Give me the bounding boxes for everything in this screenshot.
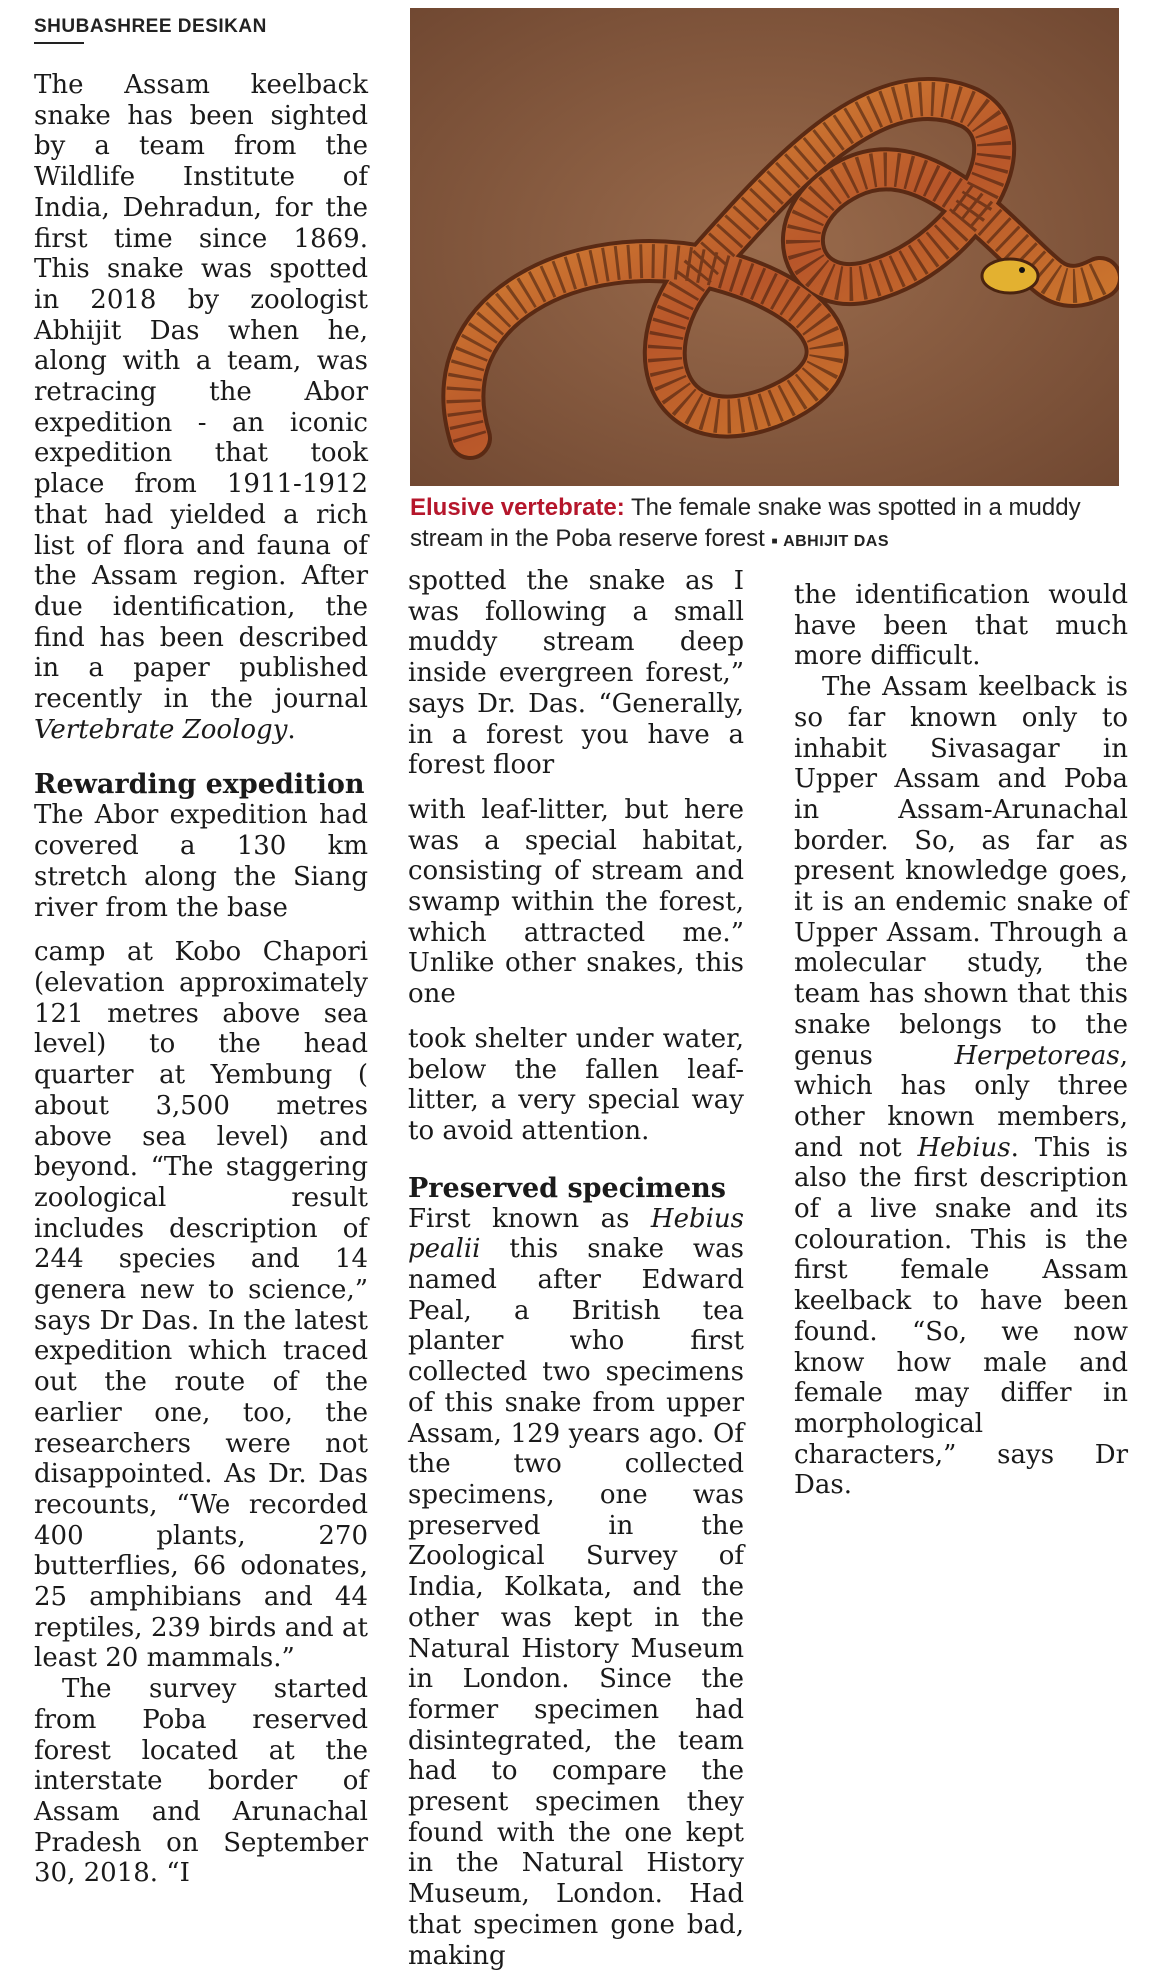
specimens-text-a: First known as xyxy=(408,1203,651,1234)
expedition-paragraph-a: The Abor expedition had covered a 130 km stretch along the Siang river from the base xyxy=(34,800,368,923)
photo-caption xyxy=(410,492,1140,557)
genus-name: Herpetoreas xyxy=(954,1040,1120,1071)
intro-end: . xyxy=(287,714,296,745)
col2-paragraph-1: spotted the snake as I was following a small muddy stream deep inside evergreen forest,” says Dr. Das. “Generally, in a forest you have a forest floor xyxy=(408,566,744,781)
caption-lead: Elusive vertebrate: xyxy=(410,494,625,521)
col2-paragraph-3: took shelter under water, below the fallen leaf-litter, a very special way to avoid attention. xyxy=(408,1023,744,1146)
col3-text-b: , which has only three other known members, and not xyxy=(794,1040,1128,1163)
survey-paragraph: The survey started from Poba reserved forest located at the interstate border of Assam and Arunachal Pradesh on September 30, 2018. “I xyxy=(34,1674,368,1889)
expedition-paragraph-b: camp at Kobo Chapori (elevation approximately 121 metres above sea level) to the head quarter at Yembung ( about 3,500 metres above sea level) and beyond. “The staggering zoological result includes description of 244 species and 14 genera new to science,” says Dr Das. In the latest expedition which traced out the route of the earlier one, too, the researchers were not disappointed. As Dr. Das recounts, “We recorded 400 plants, 270 butterflies, 66 odonates, 25 amphibians and 44 reptiles, 239 birds and at least 20 mammals.” xyxy=(34,937,368,1674)
intro-paragraph xyxy=(34,70,368,745)
col2-paragraph-2: with leaf-litter, but here was a special habitat, consisting of stream and swamp within the forest, which attracted me.” Unlike other snakes, this one xyxy=(408,794,744,1010)
subheading-preserved-specimens: Preserved specimens xyxy=(408,1172,726,1204)
byline: SHUBASHREE DESIKAN xyxy=(34,16,267,37)
caption-text: The female snake was spotted in a muddy stream in the Poba reserve forest xyxy=(410,494,1081,552)
col3-text-c: . This is also the first description of a live snake and its colouration. This is the first female Assam keelback to have been found. “So, we now know how male and female may differ in morphological characters,” says Dr Das. xyxy=(794,1132,1129,1501)
col3-text-a: The Assam keelback is so far known only to inhabit Sivasagar in Upper Assam and Poba in Assam-Arunachal border. So, as far as present knowledge goes, it is an endemic snake of Upper Assam. Through a molecular study, the team has shown that this snake belongs to the genus xyxy=(794,672,1128,1071)
col3-paragraph-2 xyxy=(794,672,1128,1501)
snake-image xyxy=(410,8,1119,486)
journal-name: Vertebrate Zoology xyxy=(34,714,288,745)
column-2 xyxy=(408,566,744,1971)
snake-photo xyxy=(410,8,1119,486)
subheading-rewarding-expedition: Rewarding expedition xyxy=(34,769,365,801)
specimens-paragraph xyxy=(408,1204,744,1971)
col3-paragraph-1: the identification would have been that much more difficult. xyxy=(794,580,1128,672)
intro-text: The Assam keelback snake has been sighted by a team from the Wildlife Institute of India, Dehradun, for the first time since 1869. This snake was spotted in 2018 by zoologist Abhijit Das when he, along with a team, was retracing the Abor expedition - an iconic expedition that took place from 1911-1912 that had yielded a rich list of flora and fauna of the Assam region. After due identification, the find has been described in a paper published recently in the journal xyxy=(34,70,368,715)
column-1 xyxy=(34,70,368,1889)
hebius-name: Hebius xyxy=(917,1132,1011,1163)
specimens-text-b: this snake was named after Edward Peal, a British tea planter who first collected two specimens of this snake from upper Assam, 129 years ago. Of the two collected specimens, one was preserved in the Zoological Survey of India, Kolkata, and the other was kept in the Natural History Museum in London. Since the former specimen had disintegrated, the team had to compare the present specimen they found with the one kept in the Natural History Museum, London. Had that specimen gone bad, making xyxy=(408,1234,744,1971)
photo-credit: ■ ABHIJIT DAS xyxy=(772,533,890,550)
species-name: Hebius pealii xyxy=(408,1203,744,1265)
column-3 xyxy=(794,580,1128,1501)
